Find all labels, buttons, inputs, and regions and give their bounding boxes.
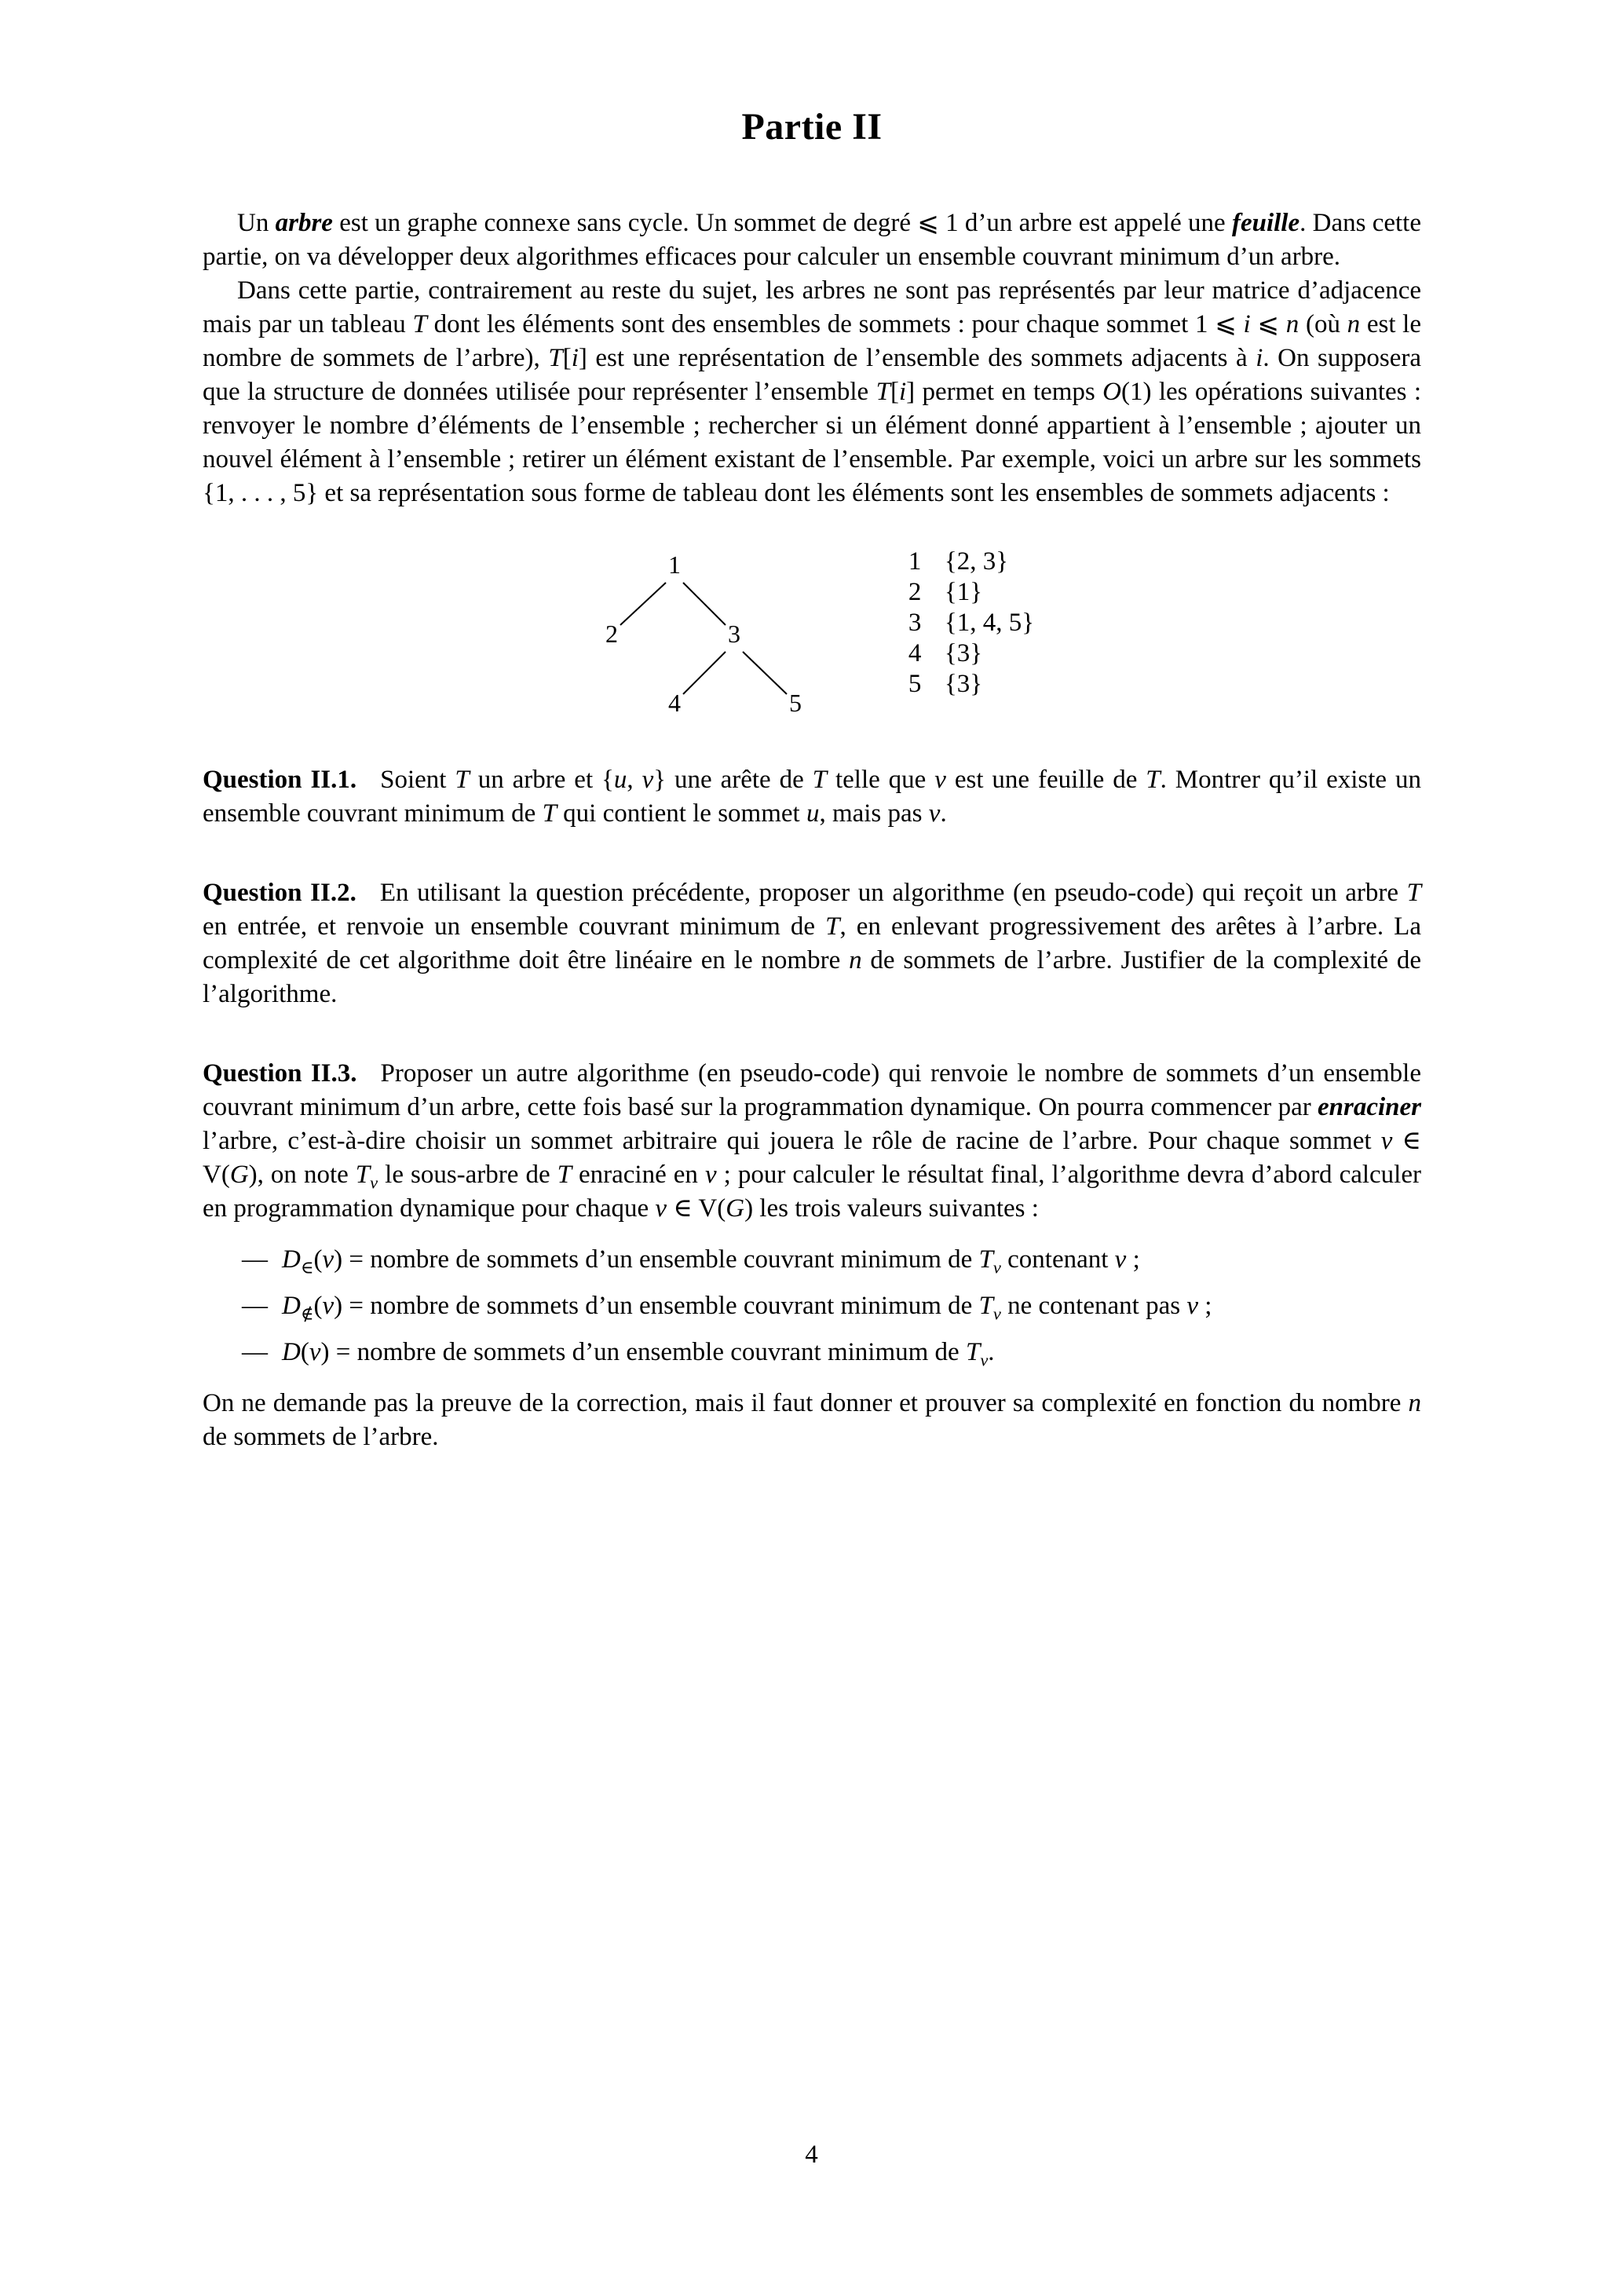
text-run: T — [875, 378, 890, 406]
text-run: v — [655, 1194, 667, 1223]
text-run: [ — [890, 378, 899, 406]
text-run: enraciné en — [571, 1161, 705, 1189]
text-run: n — [1285, 310, 1299, 338]
text-run: — — [242, 1338, 268, 1366]
text-run: le sous-arbre de — [378, 1161, 557, 1189]
text-run: . — [940, 799, 947, 828]
text-run: i — [1243, 310, 1251, 338]
text-run: O — [1102, 378, 1121, 406]
text-run: v — [642, 766, 654, 794]
text-run: est un graphe connexe sans cycle. Un sommet de degré ⩽ 1 d’un arbre est appelé une — [332, 209, 1232, 237]
text-run: telle que — [827, 766, 935, 794]
neighbor-set: {1} — [944, 578, 983, 606]
text-run: un arbre et { — [469, 766, 614, 794]
adjacency-table-row — [908, 638, 1034, 669]
text-run: v — [928, 799, 941, 828]
text-run: D — [282, 1338, 301, 1366]
text-run: En utilisant la question précédente, proposer un algorithme (en pseudo-code) qui reçoit un arbre — [379, 879, 1407, 907]
text-run: T — [455, 766, 470, 794]
text-run: ; — [1197, 1292, 1212, 1320]
question-II-3 — [203, 1057, 1421, 1226]
text-run: est une feuille de — [945, 766, 1146, 794]
tree-edge — [743, 652, 787, 694]
text-run: T — [412, 310, 427, 338]
question-label: Question II.2. — [203, 879, 356, 907]
tree-edge — [683, 652, 726, 694]
text-run: dont les éléments sont des ensembles de sommets : pour chaque sommet 1 ⩽ — [426, 310, 1244, 338]
text-run: i — [898, 378, 907, 406]
tree-node-5: 5 — [788, 689, 802, 717]
text-run: ( — [313, 1292, 323, 1320]
text-run: ; — [1126, 1245, 1140, 1274]
text-run: arbre — [275, 209, 333, 237]
tree-edge — [683, 583, 726, 625]
text-run: ) les trois valeurs suivantes : — [744, 1194, 1039, 1223]
text-run: de sommets de l’arbre. — [203, 1423, 439, 1451]
text-run: Un — [237, 209, 276, 237]
tree-node-2: 2 — [605, 620, 618, 648]
definitions-list — [203, 1243, 1421, 1369]
text-run: , en enlevant progressivement des arêtes à l’arbre. La complexité de cet algorithme doit être linéaire en le nombre — [203, 912, 1421, 974]
neighbor-set: {2, 3} — [944, 547, 1009, 576]
text-run: n — [1347, 310, 1361, 338]
question-body — [203, 1057, 1421, 1226]
text-run: Soient — [380, 766, 455, 794]
text-run: — — [242, 1292, 268, 1320]
question-text — [203, 1059, 1421, 1223]
text-run: ( — [300, 1338, 309, 1366]
text-run: T — [825, 912, 840, 941]
text-run: i — [1256, 344, 1263, 372]
text-run: T — [978, 1292, 993, 1320]
text-run: v — [992, 1257, 1001, 1278]
tree-node-1: 1 — [667, 550, 681, 579]
text-run: permet en temps — [915, 378, 1103, 406]
question-II-2 — [203, 876, 1421, 1011]
text-run: ⩽ — [1250, 310, 1286, 338]
text-run: Dans cette partie, contrairement au reste du sujet, les arbres ne sont pas représentés par leur matrice d’adjacence mais par un tableau — [203, 276, 1421, 338]
text-run: D — [282, 1245, 301, 1274]
list-item-d-in — [203, 1243, 1421, 1277]
text-run: ) = nombre de sommets d’un ensemble couvrant minimum de — [334, 1245, 979, 1274]
text-run: ] — [578, 344, 587, 372]
text-run: } une arête de — [653, 766, 813, 794]
text-run: G — [726, 1194, 745, 1223]
text-run: ] — [906, 378, 916, 406]
adjacency-table-row — [908, 669, 1034, 700]
text-run: v — [1114, 1245, 1127, 1274]
text-run: . Montrer qu’il existe un ensemble couvrant minimum de — [203, 766, 1422, 828]
text-run: ), on note — [248, 1161, 356, 1189]
text-run: T — [812, 766, 828, 794]
text-run: ∉ — [300, 1303, 314, 1324]
text-run: ∈ V( — [667, 1194, 726, 1223]
text-run: i — [571, 344, 579, 372]
text-run: n — [1408, 1389, 1421, 1417]
vertex-label: 4 — [908, 639, 922, 667]
question-text — [203, 766, 1421, 828]
text-run: . Dans cette partie, on va développer deux algorithmes efficaces pour calculer un ensemble couvrant minimum d’un arbre. — [203, 209, 1421, 271]
neighbor-set: {3} — [944, 639, 983, 667]
vertex-label: 3 — [908, 609, 922, 637]
text-run: v — [992, 1303, 1001, 1324]
neighbor-set: {1, 4, 5} — [944, 609, 1035, 637]
text-run: en entrée, et renvoie un ensemble couvrant minimum de — [203, 912, 826, 941]
page-number: 4 — [805, 2141, 818, 2169]
text-run: ne contenant pas — [1000, 1292, 1187, 1320]
question-II-1 — [203, 763, 1421, 831]
text-run: ; pour calculer le résultat final, l’algorithme devra d’abord calculer en programmation dynamique pour chaque — [203, 1161, 1421, 1223]
intro-paragraph-2 — [203, 274, 1421, 510]
page-content — [203, 0, 1421, 1454]
text-run: est le nombre de sommets de l’arbre), — [203, 310, 1421, 372]
text-run: ( — [313, 1245, 323, 1274]
text-run: v — [322, 1292, 334, 1320]
vertex-label: 5 — [908, 670, 922, 698]
tree-node-4: 4 — [667, 689, 681, 717]
text-run: ) = nombre de sommets d’un ensemble couvrant minimum de — [320, 1338, 966, 1366]
text-run: u — [613, 766, 627, 794]
text-run: u — [806, 799, 820, 828]
question-body — [203, 763, 1421, 831]
tree-diagram — [590, 545, 833, 718]
question-text — [203, 879, 1421, 1008]
text-run: T — [355, 1161, 371, 1189]
text-run: T — [1406, 879, 1421, 907]
text-run: enraciner — [1318, 1093, 1421, 1121]
tree-svg — [590, 545, 833, 718]
text-run: (où — [1299, 310, 1347, 338]
text-run: v — [934, 766, 946, 794]
adjacency-table — [908, 547, 1034, 700]
text-run: D — [282, 1292, 301, 1320]
text-run: . — [988, 1338, 995, 1366]
text-run: On ne demande pas la preuve de la correction, mais il faut donner et prouver sa complexité en fonction du nombre — [203, 1389, 1409, 1417]
question-body — [203, 876, 1421, 1011]
text-run: ∈ — [300, 1257, 314, 1278]
text-run: , — [627, 766, 642, 794]
text-run: T — [1146, 766, 1161, 794]
text-run: ∈ V( — [203, 1127, 1421, 1189]
text-run: v — [704, 1161, 717, 1189]
text-run: T — [557, 1161, 572, 1189]
list-item-d — [203, 1336, 1421, 1369]
text-run: G — [229, 1161, 249, 1189]
text-run: , mais pas — [819, 799, 929, 828]
text-run: [ — [562, 344, 572, 372]
text-run: — — [242, 1245, 268, 1274]
text-run: T — [548, 344, 563, 372]
text-run: T — [965, 1338, 981, 1366]
question-label: Question II.1. — [203, 766, 357, 794]
text-run: n — [849, 946, 862, 974]
text-run: . On supposera que la structure de données utilisée pour représenter l’ensemble — [203, 344, 1421, 406]
vertex-label: 2 — [908, 578, 922, 606]
text-run: v — [370, 1172, 378, 1193]
tree-figure — [203, 545, 1421, 718]
text-run: v — [1380, 1127, 1393, 1155]
text-run: v — [309, 1338, 321, 1366]
list-item-d-notin — [203, 1289, 1421, 1323]
text-run: T — [542, 799, 557, 828]
text-run: v — [1186, 1292, 1198, 1320]
intro-paragraph-1 — [203, 207, 1421, 274]
adjacency-table-row — [908, 608, 1034, 638]
text-run: de sommets de l’arbre. Justifier de la complexité de l’algorithme. — [203, 946, 1421, 1008]
text-run: v — [980, 1350, 989, 1370]
tree-node-3: 3 — [727, 620, 740, 648]
question-label: Question II.3. — [203, 1059, 357, 1088]
adjacency-table-row — [908, 547, 1034, 577]
tree-edge — [620, 583, 666, 625]
text-run: qui contient le sommet — [556, 799, 806, 828]
neighbor-set: {3} — [944, 670, 983, 698]
adjacency-table-row — [908, 577, 1034, 608]
text-run: feuille — [1231, 209, 1300, 237]
vertex-label: 1 — [908, 547, 922, 576]
text-run: v — [322, 1245, 334, 1274]
text-run: ) = nombre de sommets d’un ensemble couvrant minimum de — [334, 1292, 979, 1320]
section-title: Partie II — [741, 106, 883, 148]
text-run: (1) les opérations suivantes : renvoyer le nombre d’éléments de l’ensemble ; rechercher si un élément donné appartient à l’ensemble ; ajouter un nouvel élément à l’ensemble ; retirer un élément existant de l’ensemble. Par exemple, voici un arbre sur les sommets {1, . . . , 5} et sa représentation sous forme de tableau dont les éléments sont les ensembles de sommets adjacents : — [203, 378, 1422, 507]
text-run: l’arbre, c’est-à-dire choisir un sommet arbitraire qui jouera le rôle de racine de l’arbre. Pour chaque sommet — [203, 1127, 1381, 1155]
text-run: contenant — [1000, 1245, 1115, 1274]
text-run: est une représentation de l’ensemble des sommets adjacents à — [587, 344, 1256, 372]
text-run: Proposer un autre algorithme (en pseudo-code) qui renvoie le nombre de sommets d’un ensemble couvrant minimum d’un arbre, cette fois basé sur la programmation dynamique. On pourra commencer par — [203, 1059, 1421, 1121]
closing-paragraph — [203, 1387, 1421, 1454]
text-run: T — [978, 1245, 993, 1274]
